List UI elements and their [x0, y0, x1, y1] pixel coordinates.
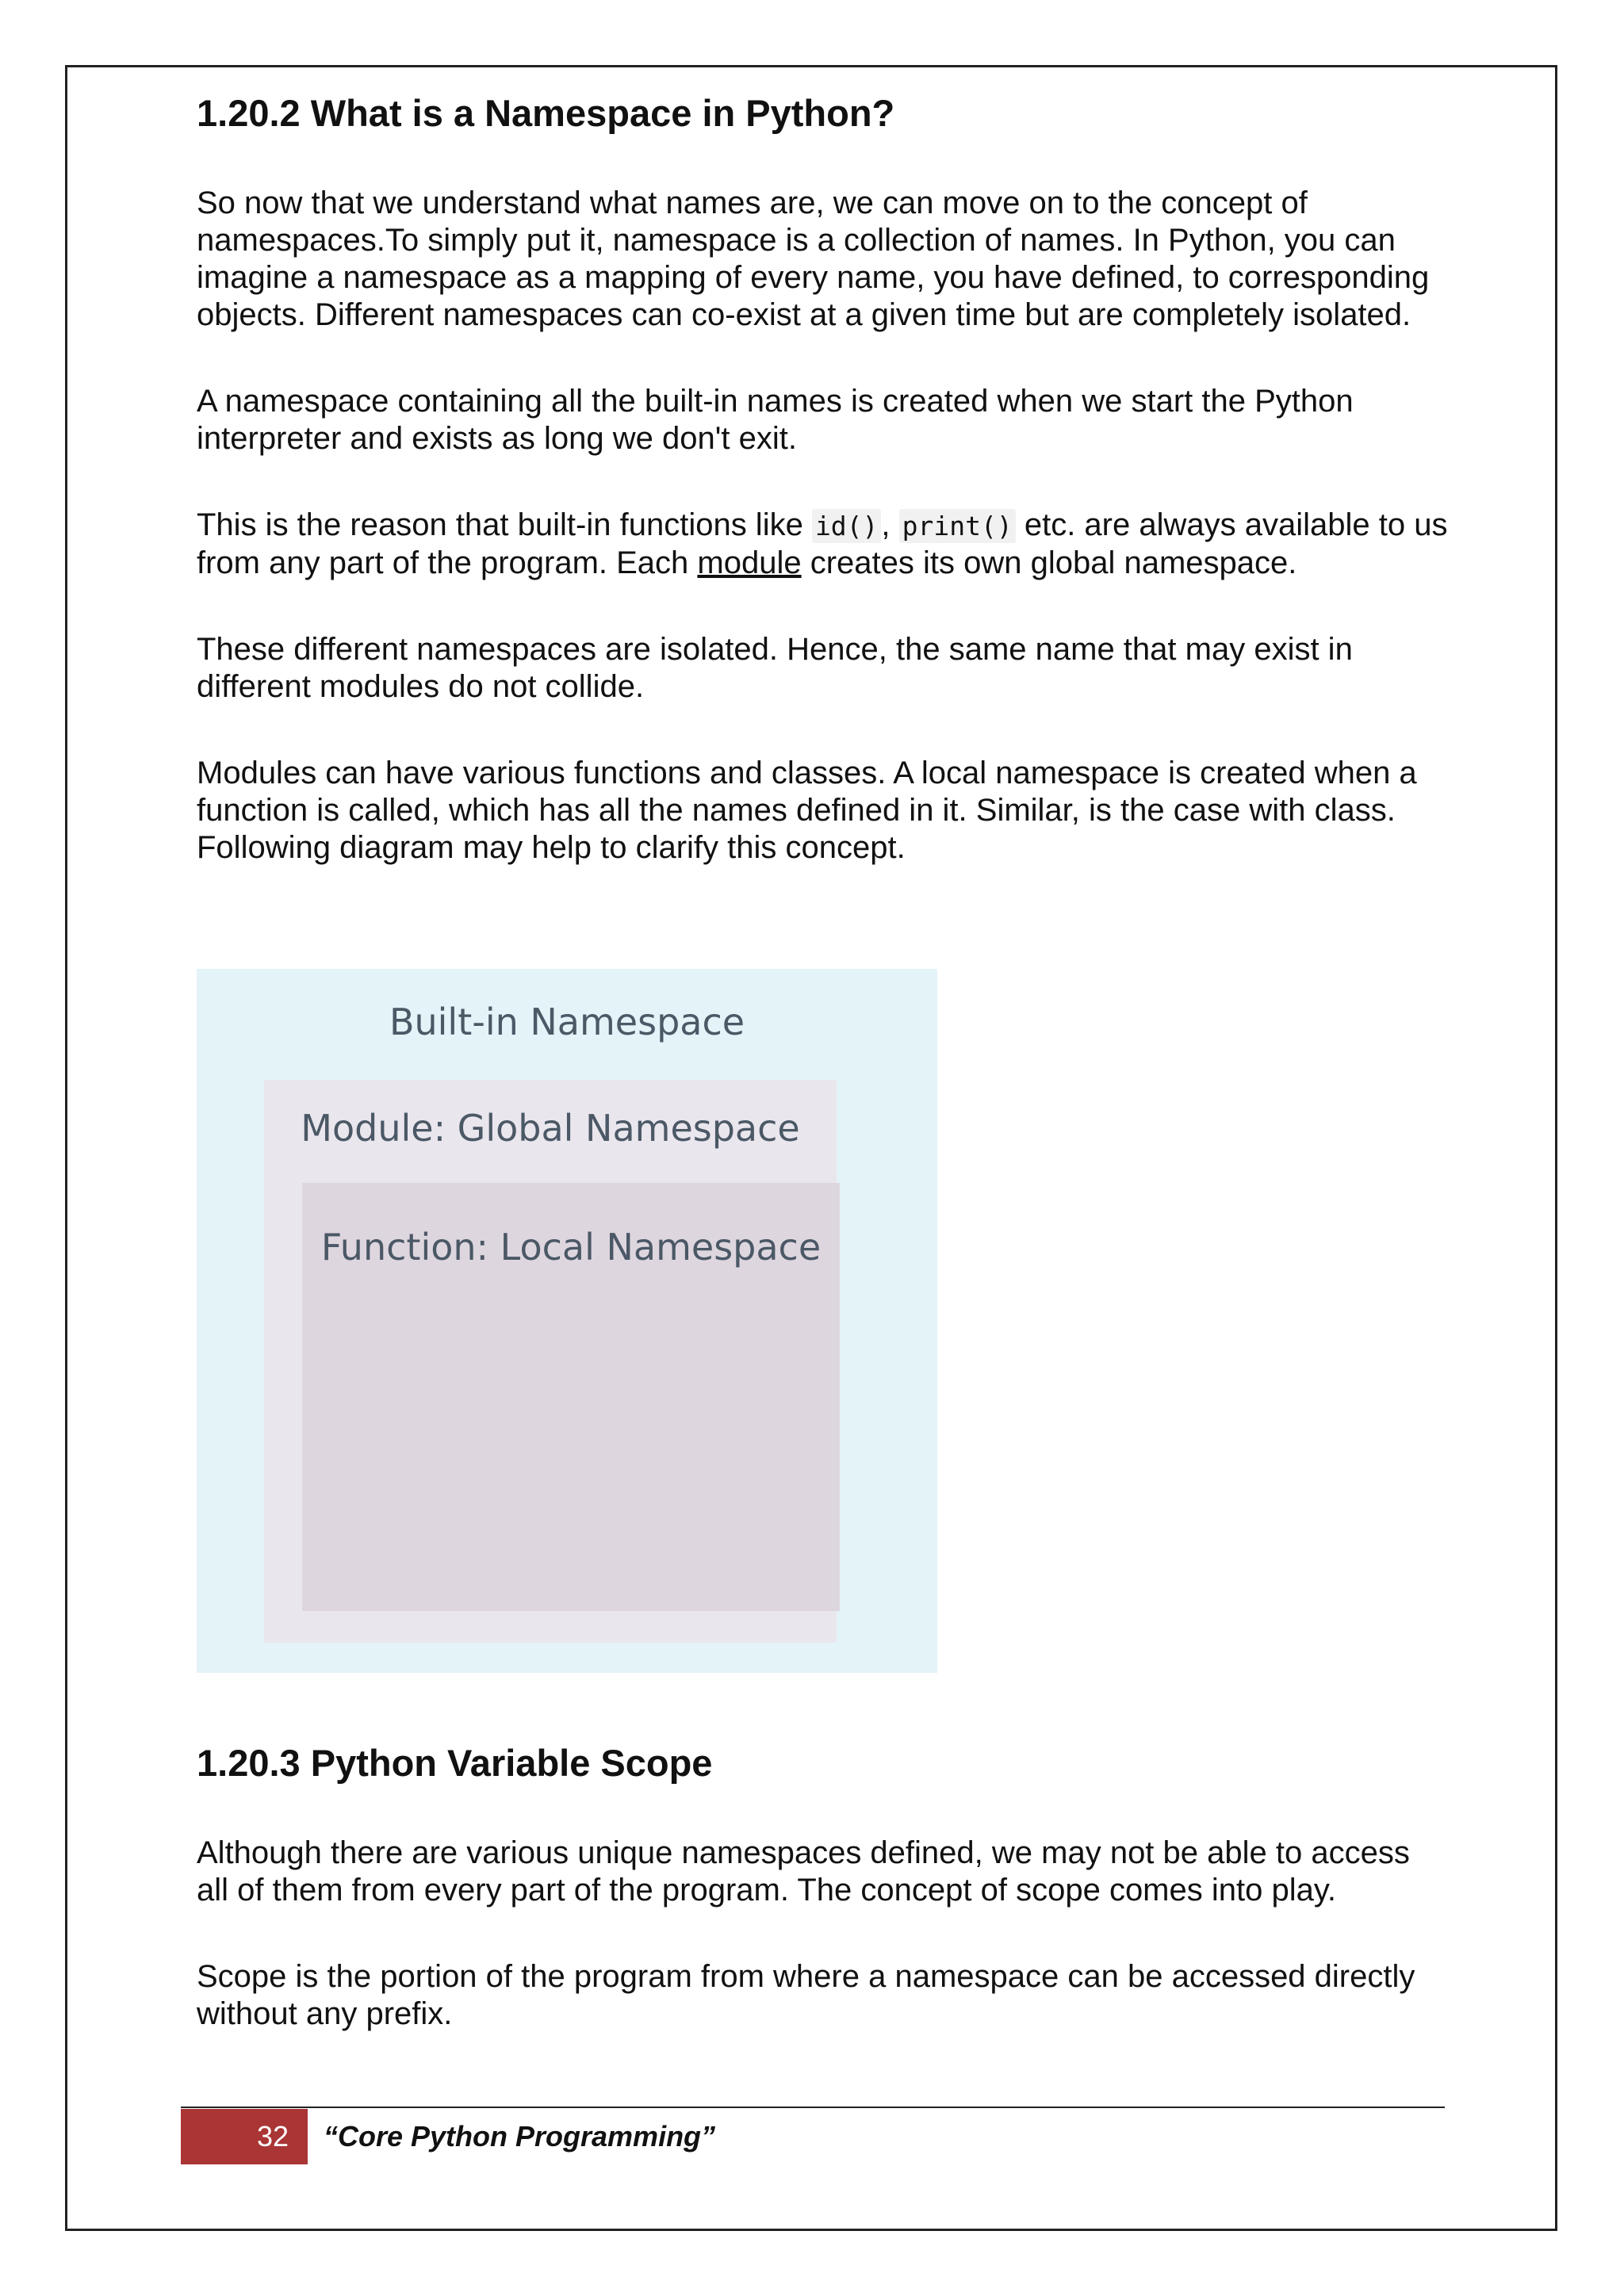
paragraph: So now that we understand what names are, we can move on to the concept of namespaces.To simply put it, namespace is a collection of names. In Python, you can imagine a namespace as a mapping of every name, you have defined, to corresponding objects. Different namespaces can co-exist at a given time but are completely isolated.	[197, 186, 1430, 332]
global-namespace-box	[264, 1080, 837, 1643]
inline-code-print: print()	[899, 509, 1016, 543]
inline-code-id: id()	[812, 509, 881, 543]
paragraph: These different namespaces are isolated. Hence, the same name that may exist in different modules do not collide.	[197, 632, 1353, 704]
global-namespace-label: Module: Global Namespace	[301, 1107, 800, 1150]
section-scope	[197, 1741, 1450, 2033]
paragraph: Modules can have various functions and classes. A local namespace is created when a function is called, which has all the names defined in it. Similar, is the case with class. Following diagram may help to clarify this concept.	[197, 756, 1417, 865]
module-link[interactable]: module	[697, 545, 802, 580]
page-number: 32	[181, 2109, 308, 2164]
namespace-diagram	[197, 969, 937, 1673]
paragraph: A namespace containing all the built-in names is created when we start the Python interpreter and exists as long we don't exit.	[197, 384, 1354, 456]
section-heading: 1.20.2 What is a Namespace in Python?	[197, 92, 895, 134]
book-title: “Core Python Programming”	[324, 2120, 716, 2152]
footer-divider	[181, 2107, 1445, 2108]
paragraph-text: creates its own global namespace.	[801, 545, 1297, 580]
paragraph: Scope is the portion of the program from where a namespace can be accessed directly without any prefix.	[197, 1959, 1415, 2031]
paragraph	[197, 507, 1450, 582]
paragraph-text: etc. are always available to us from any part of the program. Each	[197, 507, 1448, 580]
paragraph-text: This is the reason that built-in functions like	[197, 507, 812, 542]
builtin-namespace-label: Built-in Namespace	[389, 1001, 745, 1043]
local-namespace-label: Function: Local Namespace	[320, 1226, 822, 1269]
paragraph-text: ,	[881, 507, 899, 542]
section-heading: 1.20.3 Python Variable Scope	[197, 1742, 713, 1784]
paragraph: Although there are various unique namespaces defined, we may not be able to access all of them from every part of the program. The concept of scope comes into play.	[197, 1835, 1410, 1908]
section-namespace	[197, 91, 1450, 867]
local-namespace-box	[302, 1183, 840, 1611]
